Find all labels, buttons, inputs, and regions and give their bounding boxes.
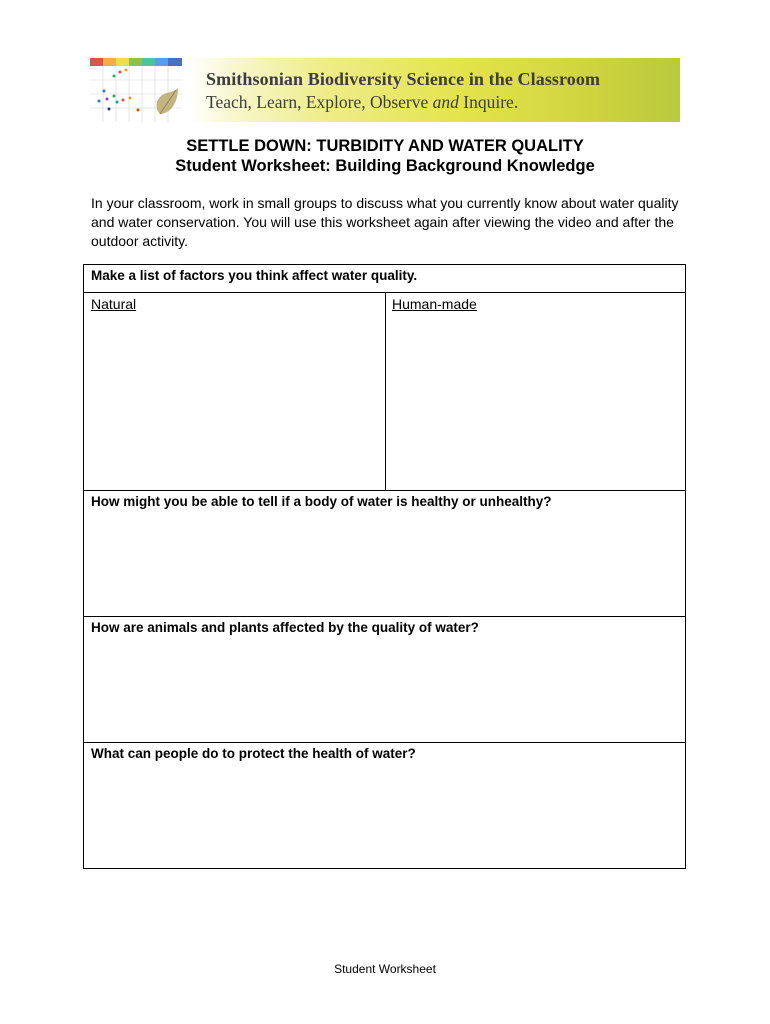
intro-paragraph: In your classroom, work in small groups to discuss what you currently know about water quality and water conservation. You will use this worksheet again after viewing the video and after the outdoor activity. [91,195,679,249]
banner-subtitle: Teach, Learn, Explore, Observe and Inquire. [206,92,519,112]
human-made-column-label: Human-made [392,296,477,312]
page-footer: Student Worksheet [334,962,436,976]
worksheet-subtitle: Student Worksheet: Building Background Knowledge [175,157,595,175]
question-row-animals-plants[interactable] [84,617,685,743]
worksheet-title: SETTLE DOWN: TURBIDITY AND WATER QUALITY [186,137,584,155]
factors-prompt: Make a list of factors you think affect water quality. [91,268,418,283]
header-banner [90,58,680,122]
question-row-protect-water[interactable] [84,743,685,868]
banner-title: Smithsonian Biodiversity Science in the Classroom [206,69,601,89]
leaf-icon [157,88,178,114]
question-protect-water: What can people do to protect the health of water? [91,746,416,761]
column-divider [385,293,386,490]
question-water-health: How might you be able to tell if a body of water is healthy or unhealthy? [91,494,552,509]
question-animals-plants: How are animals and plants affected by the quality of water? [91,620,479,635]
logo-grid-icon [90,58,182,122]
factors-header-row [84,265,685,293]
factors-columns-row [84,293,685,491]
question-row-water-health[interactable] [84,491,685,617]
natural-column-label: Natural [91,296,137,312]
worksheet-table [83,264,686,869]
